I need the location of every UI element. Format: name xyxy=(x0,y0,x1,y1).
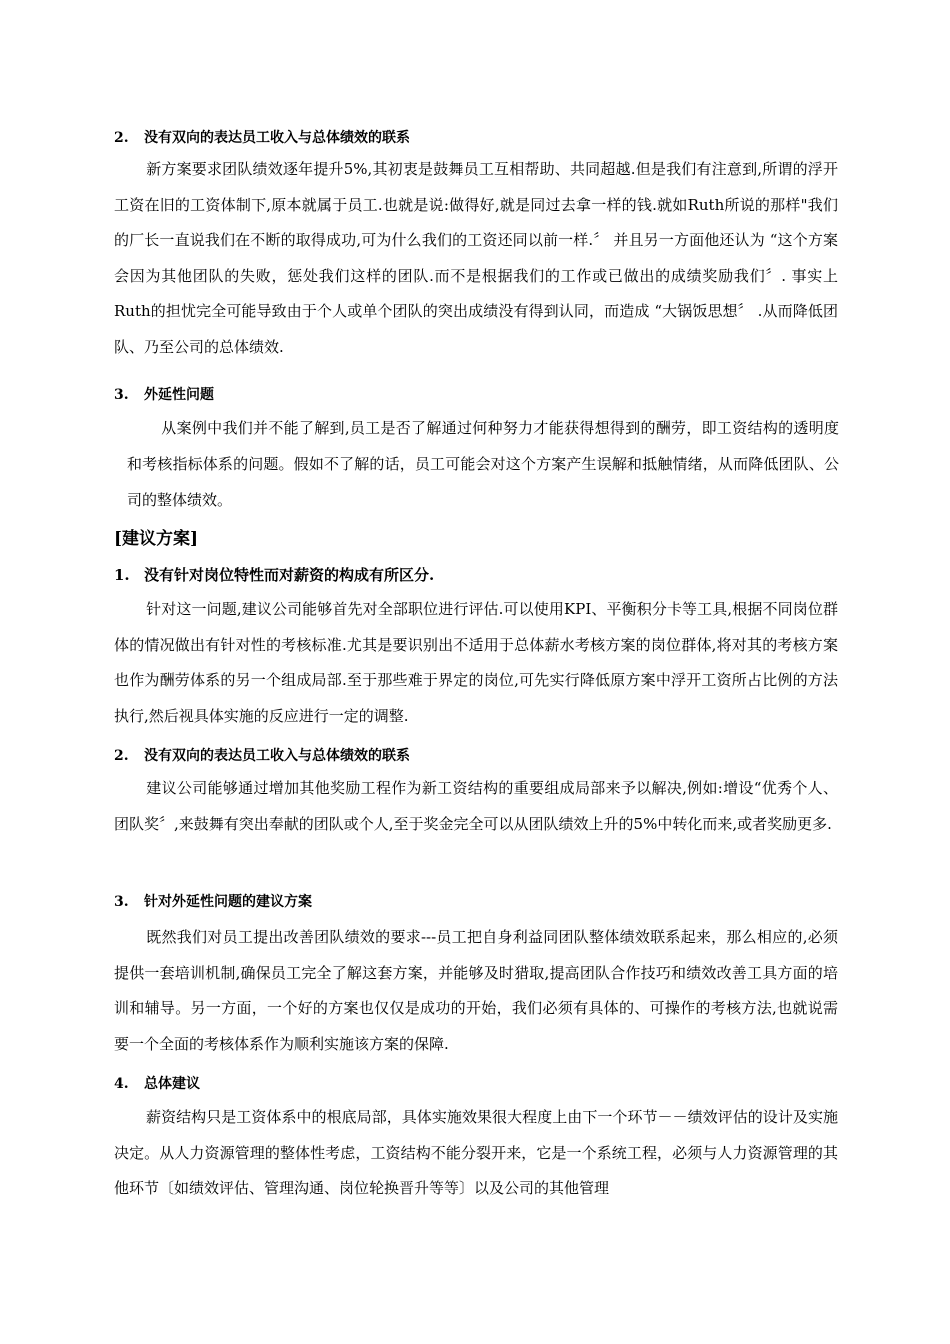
paragraph-text: 从案例中我们并不能了解到,员工是否了解通过何种努力才能获得想得到的酬劳，即工资结构的透明度和考核指标体系的问题。假如不了解的话，员工可能会对这个方案产生误解和抵触情绪，从而降低团队、公司的整体绩效。 xyxy=(127,419,839,509)
section-title-suggestions: [建议方案] xyxy=(114,529,199,549)
heading-number: 1. xyxy=(114,566,130,584)
heading-number: 3. xyxy=(114,387,129,403)
heading-number: 2. xyxy=(114,748,129,764)
paragraph-text: 针对这一问题,建议公司能够首先对全部职位进行评估.可以使用KPI、平衡积分卡等工具,根据不同岗位群体的情况做出有针对性的考核标准.尤其是要识别出不适用于总体薪水考核方案的岗位群体,将对其的考核方案也作为酬劳体系的另一个组成局部.至于那些难于界定的岗位,可先实行降低原方案中浮开工资所占比例的方法执行,然后视具体实施的反应进行一定的调整. xyxy=(114,600,838,725)
heading-3-extension xyxy=(114,385,214,405)
heading-text: 没有双向的表达员工收入与总体绩效的联系 xyxy=(144,130,410,146)
heading-2-two-way-link xyxy=(114,128,410,148)
paragraph-text: 既然我们对员工提出改善团队绩效的要求---员工把自身利益同团队整体绩效联系起来，那么相应的,必须提供一套培训机制,确保员工完全了解这套方案，并能够及时猎取,提高团队合作技巧和绩效改善工具方面的培训和辅导。另一方面，一个好的方案也仅仅是成功的开始，我们必须有具体的、可操作的考核方法,也就说需要一个全面的考核体系作为顺利实施该方案的保障. xyxy=(114,928,838,1053)
heading-2-two-way-link-suggestion xyxy=(114,746,410,766)
heading-number: 3. xyxy=(114,894,129,910)
heading-number: 2. xyxy=(114,130,129,146)
paragraph-text: 建议公司能够通过增加其他奖励工程作为新工资结构的重要组成局部来予以解决,例如:增设“优秀个人、团队奖〞,来鼓舞有突出奉献的团队或个人,至于奖金完全可以从团队绩效上升的5%中转化而来,或者奖励更多. xyxy=(114,779,838,833)
paragraph-reward-items xyxy=(114,771,838,842)
heading-number: 4. xyxy=(114,1076,129,1092)
paragraph-overall xyxy=(114,1100,838,1207)
heading-text: 没有针对岗位特性而对薪资的构成有所区分. xyxy=(144,566,435,584)
heading-4-overall-suggestion xyxy=(114,1074,200,1094)
paragraph-salary-link xyxy=(114,152,838,365)
paragraph-extension xyxy=(127,410,839,518)
heading-text: 没有双向的表达员工收入与总体绩效的联系 xyxy=(144,748,410,764)
paragraph-text: 新方案要求团队绩效逐年提升5%,其初衷是鼓舞员工互相帮助、共同超越.但是我们有注意到,所谓的浮开工资在旧的工资体制下,原本就属于员工.也就是说:做得好,就是同过去拿一样的钱.就如Ruth所说的那样"我们的厂长一直说我们在不断的取得成功,可为什么我们的工资还同以前一样.〞 并且另一方面他还认为 “这个方案会因为其他团队的失败，惩处我们这样的团队.而不是根据我们的工作或已做出的成绩奖励我们〞. 事实上 Ruth的担忧完全可能导致由于个人或单个团队的突出成绩没有得到认同，而造成 “大锅饭思想〞 .从而降低团队、乃至公司的总体绩效. xyxy=(114,160,838,356)
heading-1-position-differentiation xyxy=(114,565,434,585)
heading-text: 针对外延性问题的建议方案 xyxy=(144,894,312,910)
heading-text: 外延性问题 xyxy=(144,387,214,403)
heading-3-extension-suggestion xyxy=(114,892,312,912)
paragraph-position-evaluation xyxy=(114,592,838,734)
paragraph-text: 薪资结构只是工资体系中的根底局部，具体实施效果很大程度上由下一个环节－－绩效评估的设计及实施决定。从人力资源管理的整体性考虑，工资结构不能分裂开来，它是一个系统工程，必须与人力资源管理的其他环节〔如绩效评估、管理沟通、岗位轮换晋升等等〕以及公司的其他管理 xyxy=(114,1108,838,1197)
heading-text: 总体建议 xyxy=(144,1076,200,1092)
paragraph-training xyxy=(114,920,838,1062)
